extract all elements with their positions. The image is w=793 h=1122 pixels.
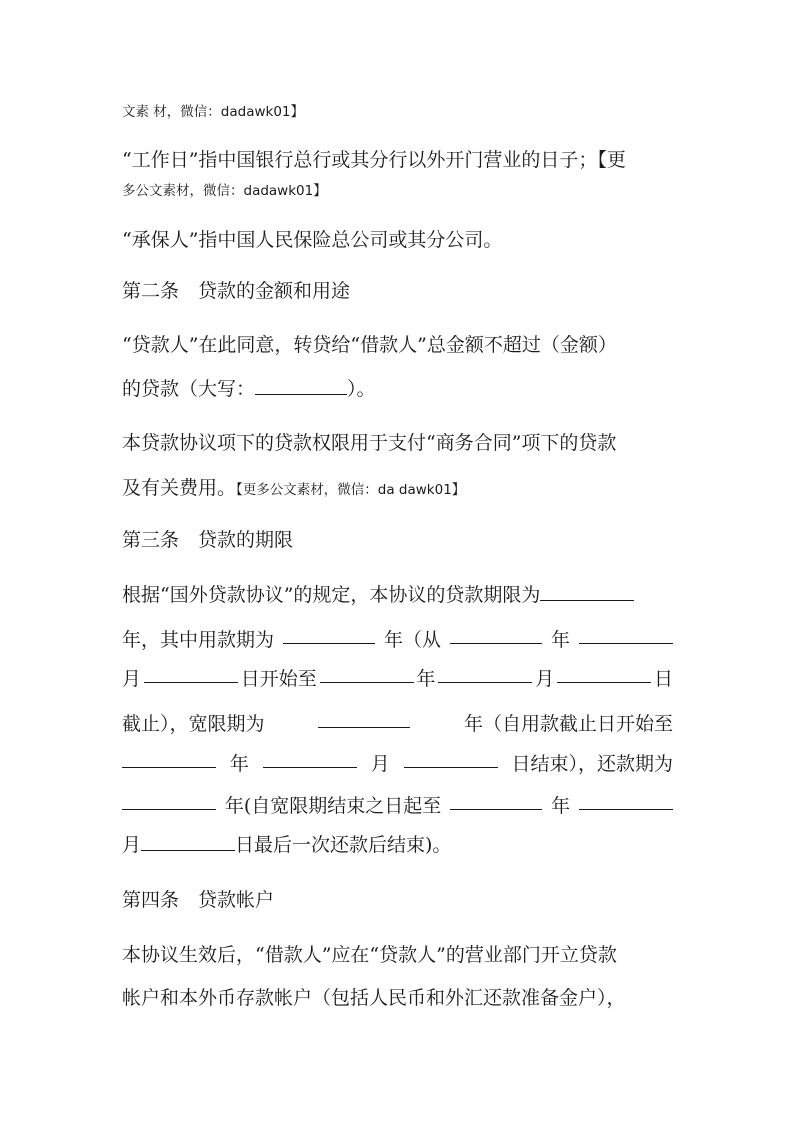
text-line-15 [122,749,673,776]
blank-end-year [320,664,414,683]
text-line-12c: 年 [550,629,570,651]
blank-repay-end-year [450,791,542,810]
blank-loan-term [540,582,634,601]
blank-grace-end-day [404,749,498,768]
blank-repay-end-month [579,791,673,810]
blank-grace-period [318,709,410,728]
text-line-9b: 【更多公文素材，微信：da dawk01】 [236,482,466,498]
section-heading-2: 第二条 贷款的金额和用途 [122,280,351,302]
text-line-2-content: “工作日”指中国银行总行或其分行以外开门营业的日子；【更 [122,149,626,171]
text-line-19: 本协议生效后，“借款人”应在“贷款人”的营业部门开立贷款 [122,944,617,966]
blank-grace-end-month [263,749,357,768]
section-heading-3: 第三条 贷款的期限 [122,529,294,551]
text-line-16 [122,791,673,818]
text-line-13a: 月 [122,668,142,690]
text-line-8: 本贷款协议项下的贷款权限用于支付“商务合同”项下的贷款 [122,432,617,454]
blank-drawdown-period [283,625,375,644]
text-line-17 [122,830,451,857]
blank-amount [255,376,347,395]
text-line-16b: 年 [551,795,571,817]
blank-start-day [144,664,238,683]
text-line-13d: 月 [535,668,555,690]
blank-end-month [438,664,532,683]
text-line-4: “承保人”指中国人民保险总公司或其分公司。 [122,229,503,251]
text-line-14a: 截止），宽限期为 [122,713,265,735]
text-line-12a: 年，其中用款期为 [122,629,275,651]
text-line-20: 帐户和本外币存款帐户（包括人民币和外汇还款准备金户）， [122,987,626,1009]
text-line-7a: 的贷款（大写： [122,378,256,400]
text-line-16a: 年(自宽限期结束之日起至 [224,795,442,817]
text-line-14 [122,709,673,736]
text-line-6: “贷款人”在此同意，转贷给“借款人”总金额不超过（金额） [122,334,617,356]
text-line-12b: 年（从 [383,629,441,651]
text-line-11a: 根据“国外贷款协议”的规定，本协议的贷款期限为 [122,584,541,606]
text-line-13c: 年 [416,668,436,690]
text-line-13 [122,664,673,691]
text-line-9 [122,473,465,500]
text-line-1: 文素 材，微信：dadawk01】 [122,104,305,120]
blank-start-year [450,625,542,644]
blank-repayment-period [122,791,216,810]
text-line-7b: ）。 [347,378,376,400]
text-line-17a: 月 [122,834,142,856]
text-line-9a: 及有关费用。 [122,477,237,499]
text-line-14b: 年（自用款截止日开始至 [463,713,673,735]
text-line-15c: 日结束），还款期为 [511,753,673,775]
text-line-17b: 日最后一次还款后结束)。 [235,834,452,856]
blank-repay-end-day [141,832,235,851]
text-line-12 [122,625,673,652]
blank-end-day [557,664,651,683]
section-heading-4: 第四条 贷款帐户 [122,889,275,911]
text-line-13b: 日开始至 [240,668,317,690]
text-line-11 [122,580,634,607]
text-line-3: 多公文素材，微信：dadawk01】 [122,183,327,199]
text-line-15a: 年 [229,753,249,775]
text-line-7 [122,374,376,401]
text-line-15b: 月 [370,753,390,775]
text-line-13e: 日 [653,668,673,690]
blank-start-month [579,625,673,644]
blank-grace-end-year [122,749,216,768]
text-line-2 [122,145,673,172]
